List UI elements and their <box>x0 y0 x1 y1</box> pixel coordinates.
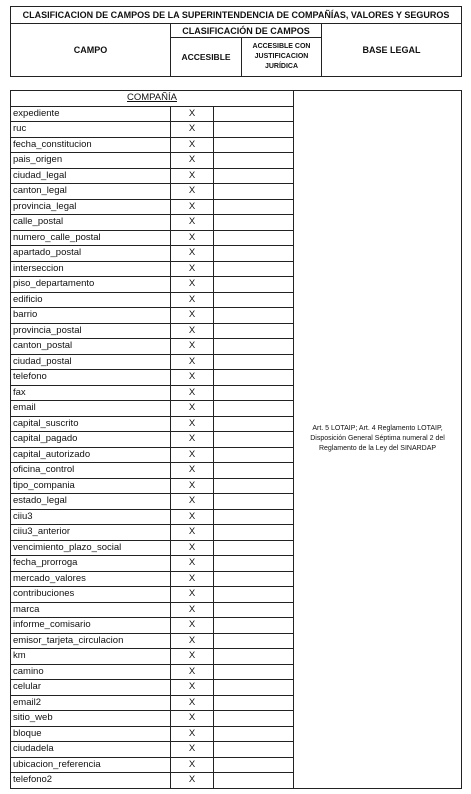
accesible-mark: X <box>171 339 214 355</box>
accesible-mark: X <box>171 649 214 665</box>
field-name: apartado_postal <box>11 246 171 262</box>
justificacion-cell <box>214 261 294 277</box>
accesible-mark: X <box>171 153 214 169</box>
accesible-mark: X <box>171 184 214 200</box>
accesible-mark: X <box>171 773 214 789</box>
accesible-mark: X <box>171 711 214 727</box>
accesible-mark: X <box>171 261 214 277</box>
justificacion-cell <box>214 478 294 494</box>
justificacion-cell <box>214 525 294 541</box>
accesible-mark: X <box>171 494 214 510</box>
field-name: ciudad_postal <box>11 354 171 370</box>
justificacion-cell <box>214 354 294 370</box>
accesible-mark: X <box>171 695 214 711</box>
field-name: ciudad_legal <box>11 168 171 184</box>
justificacion-cell <box>214 556 294 572</box>
fields-table <box>10 90 462 789</box>
field-name: capital_suscrito <box>11 416 171 432</box>
accesible-mark: X <box>171 571 214 587</box>
justificacion-cell <box>214 385 294 401</box>
accesible-mark: X <box>171 370 214 386</box>
justificacion-cell <box>214 370 294 386</box>
col-header-base-legal: BASE LEGAL <box>322 24 462 77</box>
field-name: ciudadela <box>11 742 171 758</box>
accesible-mark: X <box>171 525 214 541</box>
justificacion-cell <box>214 215 294 231</box>
accesible-mark: X <box>171 354 214 370</box>
justificacion-cell <box>214 633 294 649</box>
field-name: piso_departamento <box>11 277 171 293</box>
accesible-mark: X <box>171 323 214 339</box>
field-name: oficina_control <box>11 463 171 479</box>
accesible-mark: X <box>171 168 214 184</box>
field-name: fecha_prorroga <box>11 556 171 572</box>
accesible-mark: X <box>171 587 214 603</box>
justificacion-cell <box>214 416 294 432</box>
field-name: ciiu3_anterior <box>11 525 171 541</box>
col-header-clasificacion: CLASIFICACIÓN DE CAMPOS <box>171 24 322 38</box>
justificacion-cell <box>214 711 294 727</box>
justificacion-cell <box>214 106 294 122</box>
field-name: ciiu3 <box>11 509 171 525</box>
accesible-mark: X <box>171 602 214 618</box>
accesible-mark: X <box>171 463 214 479</box>
accesible-mark: X <box>171 447 214 463</box>
accesible-mark: X <box>171 757 214 773</box>
justificacion-cell <box>214 153 294 169</box>
field-name: barrio <box>11 308 171 324</box>
base-legal-cell: Art. 5 LOTAIP; Art. 4 Reglamento LOTAIP, Disposición General Séptima numeral 2 del Reglamento de la Ley del SINARDAP <box>294 91 462 789</box>
accesible-mark: X <box>171 633 214 649</box>
field-name: numero_calle_postal <box>11 230 171 246</box>
accesible-mark: X <box>171 401 214 417</box>
field-name: pais_origen <box>11 153 171 169</box>
justificacion-cell <box>214 184 294 200</box>
field-name: contribuciones <box>11 587 171 603</box>
accesible-mark: X <box>171 277 214 293</box>
justificacion-cell <box>214 230 294 246</box>
header-table <box>10 6 462 77</box>
accesible-mark: X <box>171 137 214 153</box>
page-title: CLASIFICACION DE CAMPOS DE LA SUPERINTENDENCIA DE COMPAÑÍAS, VALORES Y SEGUROS <box>11 7 462 24</box>
accesible-mark: X <box>171 618 214 634</box>
justificacion-cell <box>214 571 294 587</box>
accesible-mark: X <box>171 742 214 758</box>
accesible-mark: X <box>171 680 214 696</box>
justificacion-cell <box>214 168 294 184</box>
accesible-mark: X <box>171 122 214 138</box>
field-name: km <box>11 649 171 665</box>
accesible-mark: X <box>171 556 214 572</box>
justificacion-cell <box>214 463 294 479</box>
accesible-mark: X <box>171 509 214 525</box>
field-name: marca <box>11 602 171 618</box>
accesible-mark: X <box>171 199 214 215</box>
justificacion-cell <box>214 742 294 758</box>
accesible-mark: X <box>171 215 214 231</box>
field-name: camino <box>11 664 171 680</box>
field-name: calle_postal <box>11 215 171 231</box>
justificacion-cell <box>214 323 294 339</box>
justificacion-cell <box>214 649 294 665</box>
accesible-mark: X <box>171 540 214 556</box>
justificacion-cell <box>214 509 294 525</box>
col-header-accesible: ACCESIBLE <box>171 38 242 77</box>
accesible-mark: X <box>171 664 214 680</box>
col-header-campo: CAMPO <box>11 24 171 77</box>
col-header-justificacion: ACCESIBLE CON JUSTIFICACION JURÍDICA <box>242 38 322 77</box>
accesible-mark: X <box>171 385 214 401</box>
justificacion-cell <box>214 757 294 773</box>
justificacion-cell <box>214 277 294 293</box>
field-name: telefono2 <box>11 773 171 789</box>
field-name: capital_autorizado <box>11 447 171 463</box>
field-name: informe_comisario <box>11 618 171 634</box>
accesible-mark: X <box>171 230 214 246</box>
accesible-mark: X <box>171 106 214 122</box>
field-name: provincia_postal <box>11 323 171 339</box>
justificacion-cell <box>214 773 294 789</box>
justificacion-cell <box>214 122 294 138</box>
accesible-mark: X <box>171 726 214 742</box>
justificacion-cell <box>214 308 294 324</box>
justificacion-cell <box>214 494 294 510</box>
field-name: emisor_tarjeta_circulacion <box>11 633 171 649</box>
field-name: vencimiento_plazo_social <box>11 540 171 556</box>
field-name: mercado_valores <box>11 571 171 587</box>
justificacion-cell <box>214 401 294 417</box>
field-name: estado_legal <box>11 494 171 510</box>
field-name: bloque <box>11 726 171 742</box>
field-name: celular <box>11 680 171 696</box>
field-name: edificio <box>11 292 171 308</box>
justificacion-cell <box>214 199 294 215</box>
accesible-mark: X <box>171 478 214 494</box>
field-name: interseccion <box>11 261 171 277</box>
accesible-mark: X <box>171 246 214 262</box>
justificacion-cell <box>214 618 294 634</box>
accesible-mark: X <box>171 416 214 432</box>
field-name: email2 <box>11 695 171 711</box>
field-name: fecha_constitucion <box>11 137 171 153</box>
field-name: provincia_legal <box>11 199 171 215</box>
field-name: fax <box>11 385 171 401</box>
accesible-mark: X <box>171 292 214 308</box>
field-name: expediente <box>11 106 171 122</box>
field-name: canton_postal <box>11 339 171 355</box>
field-name: email <box>11 401 171 417</box>
justificacion-cell <box>214 246 294 262</box>
accesible-mark: X <box>171 432 214 448</box>
field-name: telefono <box>11 370 171 386</box>
justificacion-cell <box>214 680 294 696</box>
justificacion-cell <box>214 587 294 603</box>
field-name: sitio_web <box>11 711 171 727</box>
justificacion-cell <box>214 695 294 711</box>
field-name: capital_pagado <box>11 432 171 448</box>
justificacion-cell <box>214 137 294 153</box>
justificacion-cell <box>214 432 294 448</box>
justificacion-cell <box>214 339 294 355</box>
justificacion-cell <box>214 447 294 463</box>
field-name: tipo_compania <box>11 478 171 494</box>
field-name: canton_legal <box>11 184 171 200</box>
accesible-mark: X <box>171 308 214 324</box>
justificacion-cell <box>214 540 294 556</box>
field-name: ruc <box>11 122 171 138</box>
justificacion-cell <box>214 292 294 308</box>
justificacion-cell <box>214 726 294 742</box>
justificacion-cell <box>214 602 294 618</box>
justificacion-cell <box>214 664 294 680</box>
section-title: COMPAÑÍA <box>11 91 294 107</box>
field-name: ubicacion_referencia <box>11 757 171 773</box>
